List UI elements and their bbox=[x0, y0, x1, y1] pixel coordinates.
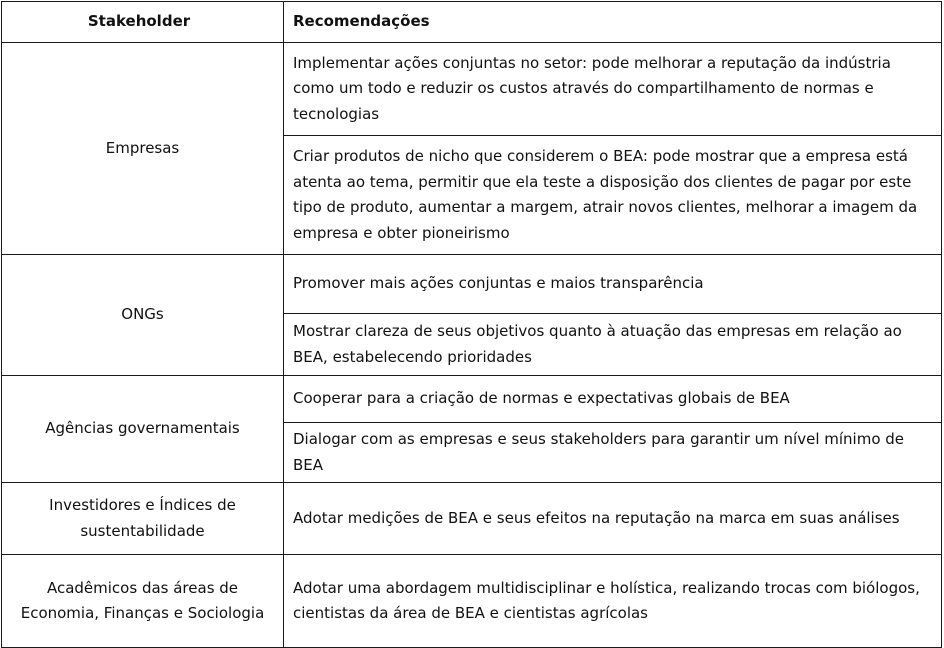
table-row bbox=[2, 555, 942, 648]
recommendation-cell: Criar produtos de nicho que considerem o BEA: pode mostrar que a empresa está atenta ao tema, permitir que ela teste a disposição dos clientes de pagar por este tipo de produto, aumentar a margem, atrair novos clientes, melhorar a imagem da empresa e obter pioneirismo bbox=[284, 136, 942, 255]
recommendation-cell: Implementar ações conjuntas no setor: pode melhorar a reputação da indústria como um todo e reduzir os custos através do compartilhamento de normas e tecnologias bbox=[284, 43, 942, 136]
recommendation-cell: Mostrar clareza de seus objetivos quanto à atuação das empresas em relação ao BEA, estabelecendo prioridades bbox=[284, 314, 942, 376]
stakeholder-cell: Empresas bbox=[2, 43, 284, 255]
stakeholder-cell: Investidores e Índices de sustentabilidade bbox=[2, 483, 284, 555]
recommendation-cell: Cooperar para a criação de normas e expectativas globais de BEA bbox=[284, 376, 942, 423]
stakeholder-cell: Agências governamentais bbox=[2, 376, 284, 483]
recommendations-table bbox=[1, 1, 942, 648]
header-recommendations: Recomendações bbox=[284, 2, 942, 43]
stakeholder-cell: Acadêmicos das áreas de Economia, Finanças e Sociologia bbox=[2, 555, 284, 648]
table-header-row bbox=[2, 2, 942, 43]
stakeholder-cell: ONGs bbox=[2, 255, 284, 376]
table-row bbox=[2, 376, 942, 423]
recommendation-cell: Adotar uma abordagem multidisciplinar e holística, realizando trocas com biólogos, cientistas da área de BEA e cientistas agrícolas bbox=[284, 555, 942, 648]
recommendation-cell: Promover mais ações conjuntas e maios transparência bbox=[284, 255, 942, 314]
recommendation-cell: Dialogar com as empresas e seus stakeholders para garantir um nível mínimo de BEA bbox=[284, 423, 942, 483]
header-stakeholder: Stakeholder bbox=[2, 2, 284, 43]
table-row bbox=[2, 483, 942, 555]
table-row bbox=[2, 255, 942, 314]
recommendation-cell: Adotar medições de BEA e seus efeitos na reputação na marca em suas análises bbox=[284, 483, 942, 555]
table-row bbox=[2, 43, 942, 136]
